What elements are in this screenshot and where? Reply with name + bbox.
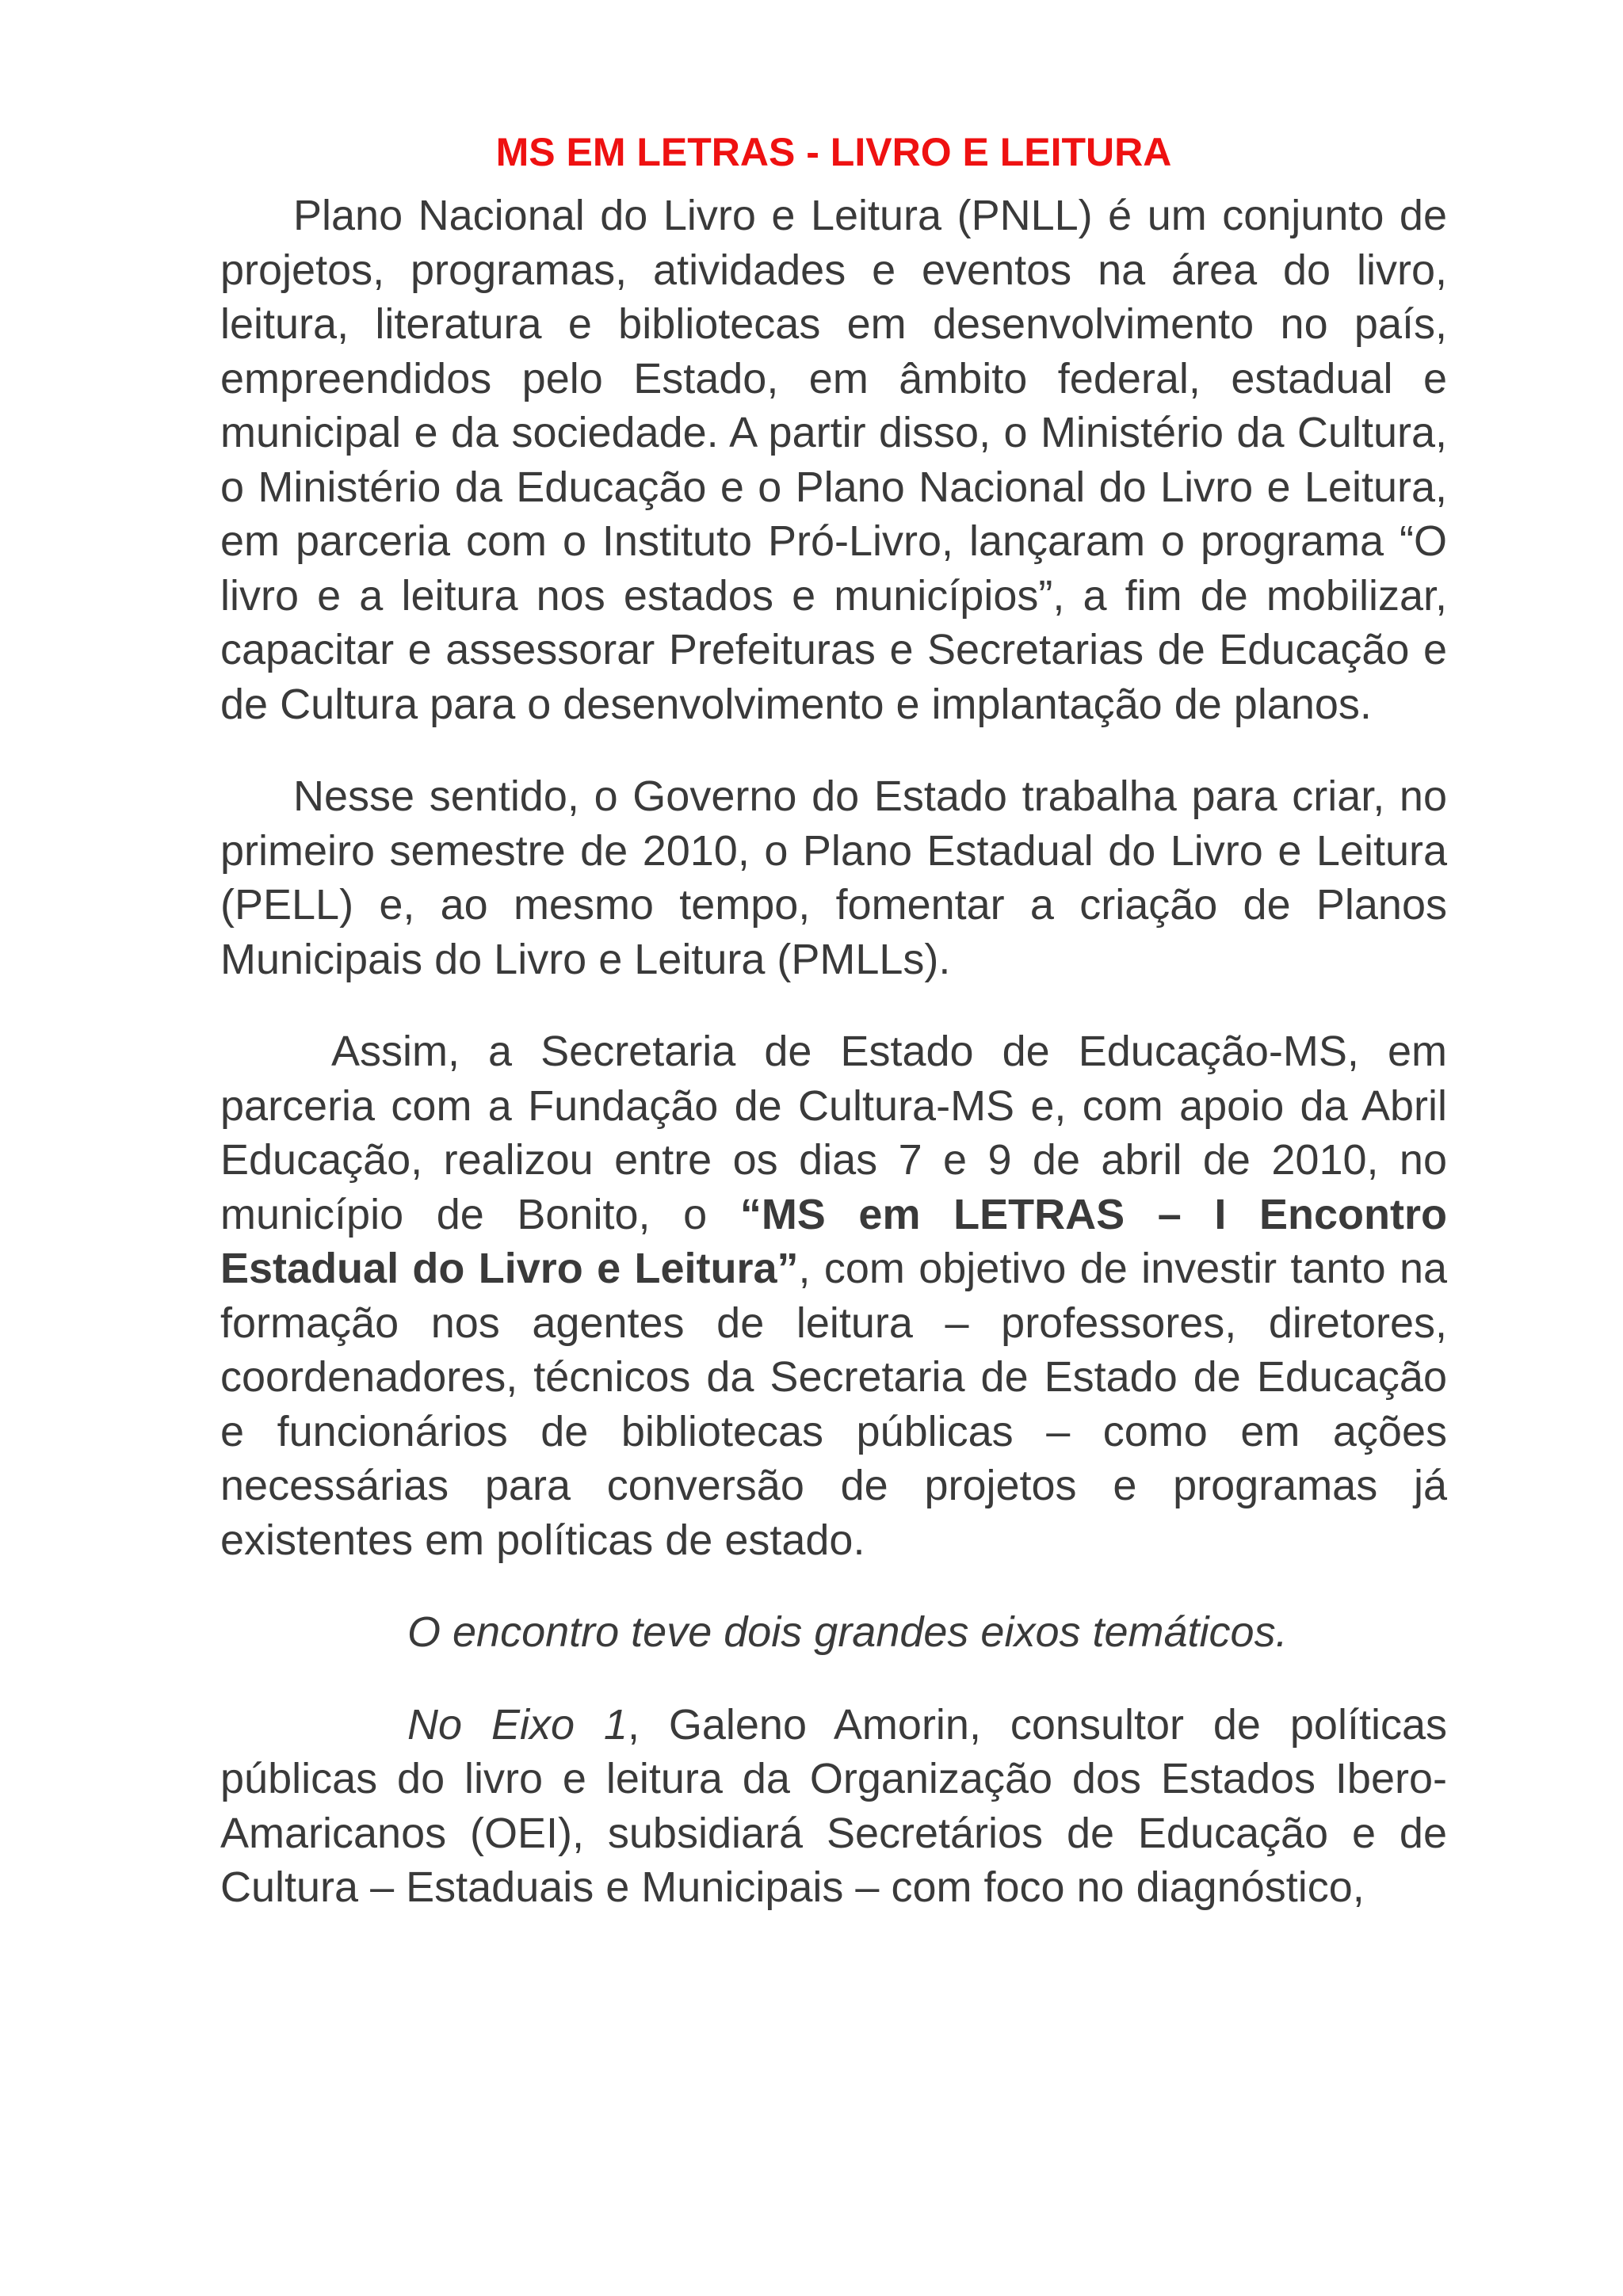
eixo-1-label: No Eixo 1 [407, 1700, 628, 1749]
event-name: “MS em LETRAS – I Encontro Estadual do Livro e Leitura” [220, 1190, 1447, 1292]
paragraph-secretaria [220, 1024, 1447, 1567]
document-page [220, 125, 1447, 1915]
paragraph-secretaria-intro: Assim, a Secretaria de Estado de Educação-MS, em parceria com a Fundação de Cultura-MS e, com apoio da Abril Educação, realizou entre os dias 7 e 9 de abril de 2010, no município de Bonito, o [220, 1028, 1447, 1238]
paragraph-eixos: O encontro teve dois grandes eixos temáticos. [407, 1608, 1288, 1656]
paragraph-eixo-1 [220, 1698, 1447, 1915]
paragraph-eixo-1-text: , Galeno Amorin, consultor de políticas públicas do livro e leitura da Organização dos Estados Ibero-Amaricanos (OEI), subsidiará Secretários de Educação e de Cultura – Estaduais e Municipais – com foco no diagnóstico, [220, 1700, 1447, 1911]
paragraph-secretaria-rest: , com objetivo de investir tanto na formação nos agentes de leitura – professores, diretores, coordenadores, técnicos da Secretaria de Estado de Educação e funcionários de bibliotecas públicas – como em ações necessárias para conversão de projetos e programas já existentes em políticas de estado. [220, 1245, 1448, 1564]
paragraph-governo: Nesse sentido, o Governo do Estado trabalha para criar, no primeiro semestre de 2010, o Plano Estadual do Livro e Leitura (PELL) e, ao mesmo tempo, fomentar a criação de Planos Municipais do Livro e Leitura (PMLLs). [220, 772, 1447, 983]
document-title: MS EM LETRAS - LIVRO E LEITURA [495, 130, 1172, 174]
paragraph-pnll: Plano Nacional do Livro e Leitura (PNLL) é um conjunto de projetos, programas, atividades e eventos na área do livro, leitura, literatura e bibliotecas em desenvolvimento no país, empreendidos pelo Estado, em âmbito federal, estadual e municipal e da sociedade. A partir disso, o Ministério da Cultura, o Ministério da Educação e o Plano Nacional do Livro e Leitura, em parceria com o Instituto Pró-Livro, lançaram o programa “O livro e a leitura nos estados e municípios”, a fim de mobilizar, capacitar e assessorar Prefeituras e Secretarias de Educação e de Cultura para o desenvolvimento e implantação de planos. [220, 192, 1447, 728]
